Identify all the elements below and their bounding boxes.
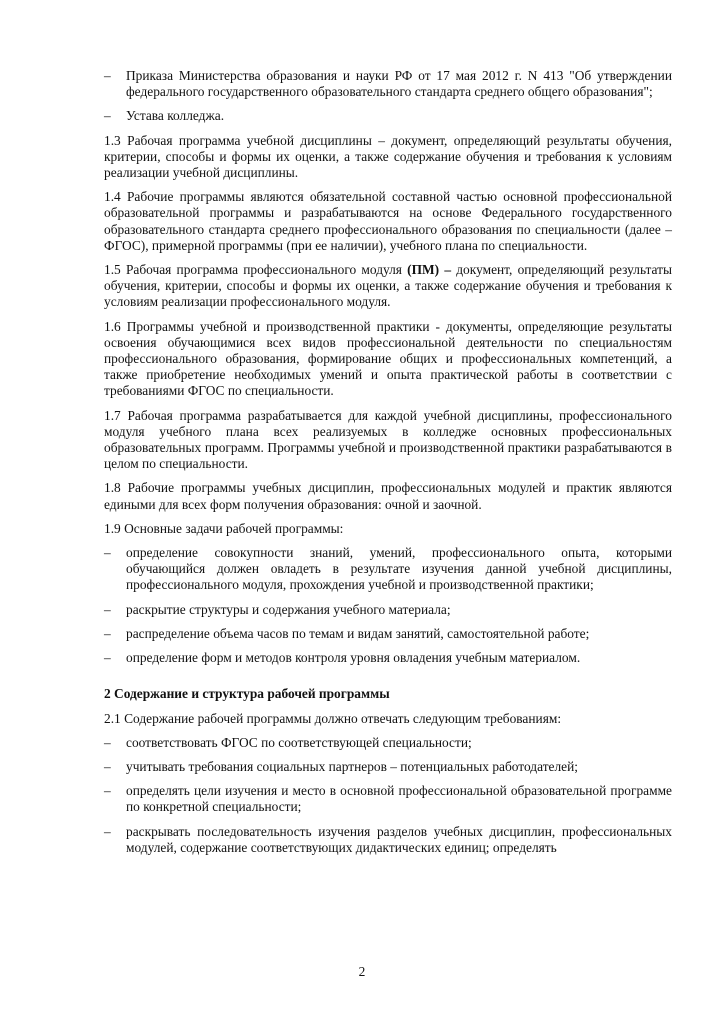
paragraph-bold: (ПМ) – [407, 262, 452, 278]
list-item [104, 545, 672, 594]
list-item-text: учитывать требования социальных партнеров – потенциальных работодателей; [126, 758, 579, 774]
page-number: 2 [358, 964, 366, 979]
list-item [104, 783, 672, 815]
paragraph [104, 319, 672, 400]
list-bullet: – [104, 625, 111, 641]
paragraph [104, 521, 672, 537]
paragraph-text: 2.1 Содержание рабочей программы должно отвечать следующим требованиям: [104, 710, 562, 726]
list-item [104, 735, 672, 751]
paragraph-text: 1.9 Основные задачи рабочей программы: [104, 520, 344, 536]
list-item-text: определять цели изучения и место в основной профессиональной образовательной программе по конкретной специальности; [126, 783, 672, 815]
paragraph-lead: 1.5 Рабочая программа профессионального модуля [104, 262, 408, 278]
list-item-text: соответствовать ФГОС по соответствующей специальности; [126, 734, 472, 750]
list-item [104, 626, 672, 642]
list-bullet: – [104, 734, 111, 750]
list-item-text: определение форм и методов контроля уровня овладения учебным материалом. [126, 650, 581, 666]
list-item-text: Приказа Министерства образования и науки РФ от 17 мая 2012 г. N 413 "Об утверждении федерального государственного образовательного стандарта среднего общего образования"; [126, 68, 672, 100]
list-item [104, 602, 672, 618]
paragraph-text: 1.7 Рабочая программа разрабатывается для каждой учебной дисциплины, профессионального модуля учебного плана всех реализуемых в колледже основных профессиональных образовательных программ. Программы учебной и производственной практики разрабатываются в целом по специальности. [104, 407, 672, 472]
list-bullet: – [104, 545, 111, 561]
paragraph [104, 262, 672, 311]
list-bullet: – [104, 601, 111, 617]
paragraph-text: 1.3 Рабочая программа учебной дисциплины – документ, определяющий результаты обучения, критерии, способы и формы их оценки, а также содержание обучения и требования к условиям реализации учебной дисциплины. [104, 132, 672, 181]
list-item-text: Устава колледжа. [126, 108, 225, 124]
list-bullet: – [104, 108, 111, 124]
list-item [104, 68, 672, 100]
list-bullet: – [104, 68, 111, 83]
list-item [104, 759, 672, 775]
paragraph [104, 480, 672, 512]
paragraph [104, 408, 672, 473]
paragraph-text: 1.4 Рабочие программы являются обязательной составной частью основной профессиональной образовательной программы и разрабатываются на основе Федерального государственного образовательного стандарта среднего профессионального образования по специальности (далее – ФГОС), примерной программы (при ее наличии), учебного плана по специальности. [104, 189, 672, 253]
list-bullet: – [104, 783, 111, 799]
document-body [104, 68, 672, 864]
list-item [104, 824, 672, 856]
list-bullet: – [104, 823, 111, 839]
paragraph-text: документ, определяющий результаты обучения, критерии, способы и формы их оценки, а также содержание обучения и требования к условиям реализации профессионального модуля. [104, 262, 672, 310]
list-item-text: определение совокупности знаний, умений, профессионального опыта, которыми обучающийся должен овладеть в результате изучения данной учебной дисциплины, профессионального модуля, прохождения учебной и производственной практики; [126, 545, 672, 593]
list-bullet: – [104, 650, 111, 666]
list-item [104, 650, 672, 666]
list-item [104, 108, 672, 124]
paragraph [104, 711, 672, 727]
paragraph [104, 189, 672, 254]
paragraph [104, 133, 672, 182]
paragraph-text: 1.8 Рабочие программы учебных дисциплин, профессиональных модулей и практик являются едиными для всех форм получения образования: очной и заочной. [104, 480, 672, 512]
list-bullet: – [104, 758, 111, 774]
list-item-text: раскрытие структуры и содержания учебного материала; [126, 601, 451, 617]
section-heading: 2 Содержание и структура рабочей программы [104, 686, 390, 702]
list-item-text: распределение объема часов по темам и видам занятий, самостоятельной работе; [126, 625, 590, 641]
paragraph-text: 1.6 Программы учебной и производственной практики - документы, определяющие результаты освоения обучающимися всех видов профессиональной деятельности по специальностям профессионального образования, формирование общих и профессиональных компетенций, а также приобретение необходимых умений и опыта практической работы в соответствии с требованиями ФГОС по специальности. [104, 318, 672, 399]
list-item-text: раскрывать последовательность изучения разделов учебных дисциплин, профессиональных модулей, содержание соответствующих дидактических единиц; определять [126, 823, 672, 855]
